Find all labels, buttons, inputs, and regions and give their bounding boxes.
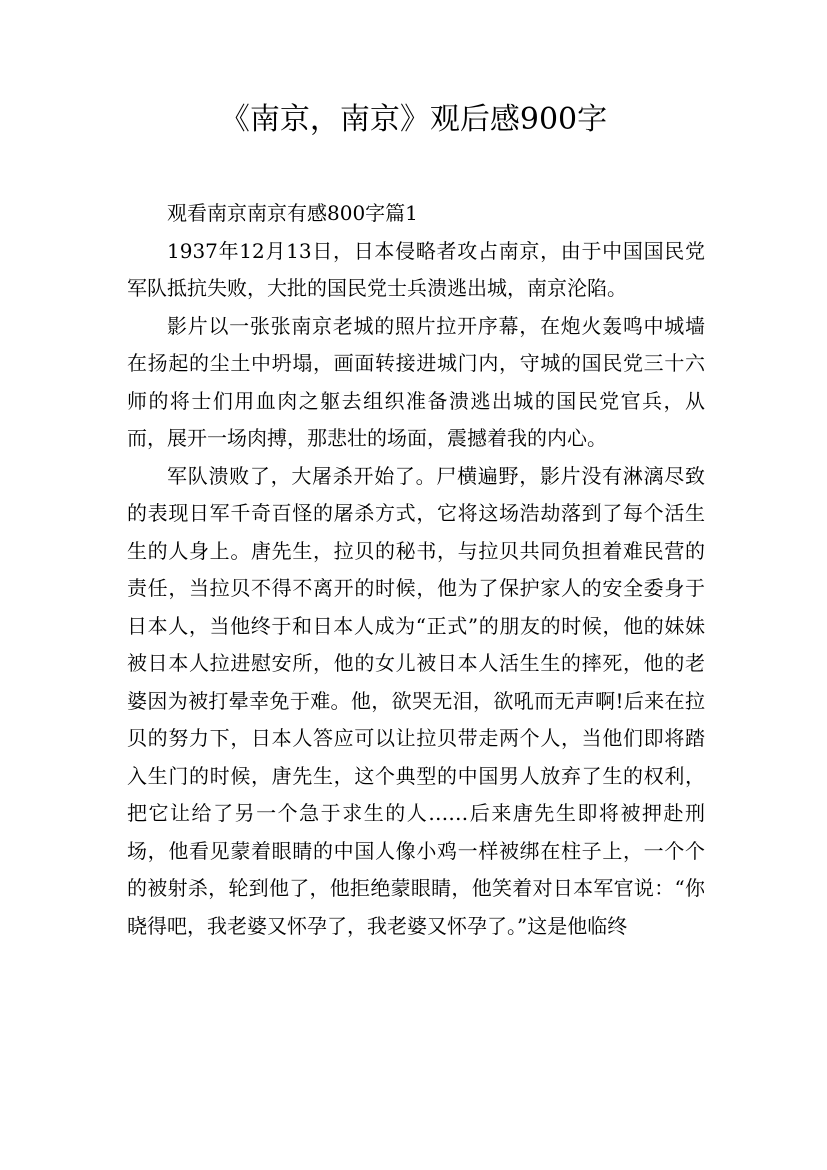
document-title: 《南京，南京》观后感900字: [219, 102, 608, 137]
paragraph-3: 军队溃败了，大屠杀开始了。尸横遍野，影片没有淋漓尽致的表现日军千奇百怪的屠杀方式，它将这场浩劫落到了每个活生生的人身上。唐先生，拉贝的秘书，与拉贝共同负担着难民营的责任，当拉贝不得不离开的时候，他为了保护家人的安全委身于日本人，当他终于和日本人成为“正式”的朋友的时候，他的妹妹被日本人拉进慰安所，他的女儿被日本人活生生的摔死，他的老婆因为被打晕幸免于难。他，欲哭无泪，欲吼而无声啊!后来在拉贝的努力下，日本人答应可以让拉贝带走两个人，当他们即将踏入生门的时候，唐先生，这个典型的中国男人放弃了生的权利，把它让给了另一个急于求生的人……后来唐先生即将被押赴刑场，他看见蒙着眼睛的中国人像小鸡一样被绑在柱子上，一个个的被射杀，轮到他了，他拒绝蒙眼睛，他笑着对日本军官说：“你晓得吧，我老婆又怀孕了，我老婆又怀孕了。”这是他临终: [127, 463, 705, 938]
document-body: [127, 195, 705, 945]
paragraph-1: 1937年12月13日，日本侵略者攻占南京，由于中国国民党军队抵抗失败，大批的国民党士兵溃逃出城，南京沦陷。: [127, 238, 705, 300]
section-heading: 观看南京南京有感800字篇1: [167, 201, 418, 225]
paragraph-2: 影片以一张张南京老城的照片拉开序幕，在炮火轰鸣中城墙在扬起的尘土中坍塌，画面转接进城门内，守城的国民党三十六师的将士们用血肉之躯去组织准备溃逃出城的国民党官兵，从而，展开一场肉搏，那悲壮的场面，震撼着我的内心。: [127, 313, 705, 450]
